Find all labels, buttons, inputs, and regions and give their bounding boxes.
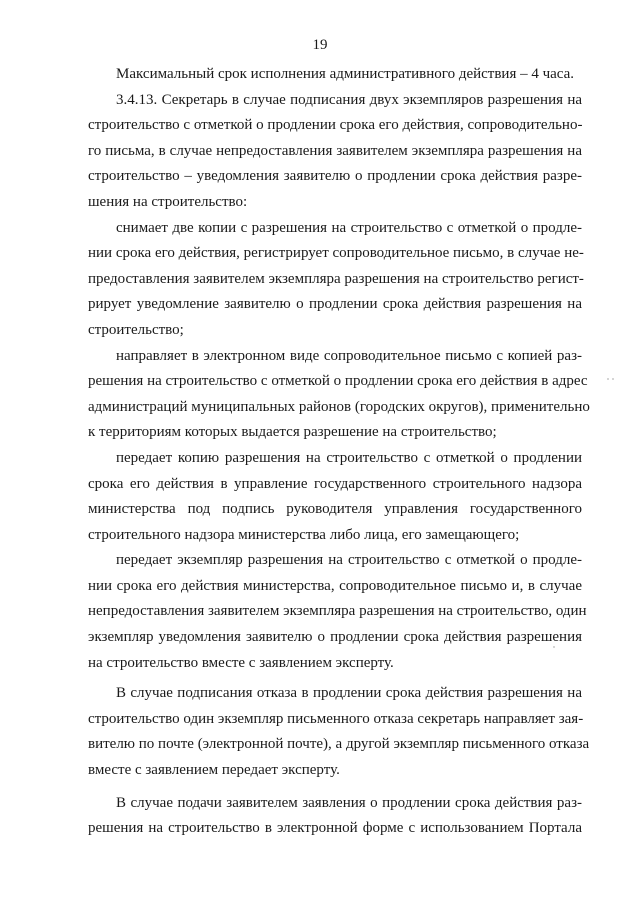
text-line: направляет в электронном виде сопроводительное письмо с копией раз- — [116, 347, 582, 364]
text-line: нии срока его действия министерства, сопроводительное письмо и, в случае — [88, 577, 582, 594]
text-line: предоставления заявителем экземпляра разрешения на строительство регист- — [88, 270, 584, 287]
scan-speck — [612, 378, 614, 380]
text-line: строительного надзора министерства либо лица, его замещающего; — [88, 526, 520, 543]
text-line: В случае подписания отказа в продлении срока действия разрешения на — [116, 685, 582, 702]
text-line: В случае подачи заявителем заявления о продлении срока действия раз- — [116, 794, 582, 811]
text-line: 3.4.13. Секретарь в случае подписания двух экземпляров разрешения на — [116, 91, 582, 108]
text-line: Максимальный срок исполнения административного действия – 4 часа. — [116, 66, 575, 82]
text-line: на строительство вместе с заявлением эксперту. — [88, 654, 394, 671]
text-line: к территориям которых выдается разрешение на строительство; — [88, 424, 497, 441]
text-line: строительство – уведомления заявителю о продлении срока действия разре- — [88, 168, 582, 185]
text-line: министерства под подпись руководителя управления государственного — [88, 501, 582, 518]
text-line: срока его действия в управление государственного строительного надзора — [88, 475, 582, 492]
scan-speck — [553, 646, 555, 648]
text-line: строительство; — [88, 321, 184, 338]
text-line: непредоставления заявителем экземпляра разрешения на строительство, один — [88, 603, 587, 620]
text-line: снимает две копии с разрешения на строительство с отметкой о продле- — [116, 219, 582, 236]
text-line: экземпляр уведомления заявителю о продлении срока действия разрешения — [88, 629, 582, 646]
text-line: го письма, в случае непредоставления заявителем экземпляра разрешения на — [88, 142, 582, 159]
text-line: нии срока его действия, регистрирует сопроводительное письмо, в случае не- — [88, 245, 584, 262]
text-line: рирует уведомление заявителю о продлении срока действия разрешения на — [88, 296, 582, 313]
text-line: передает экземпляр разрешения на строительство с отметкой о продле- — [116, 552, 582, 569]
text-line: решения на строительство в электронной форме с использованием Портала — [88, 820, 582, 837]
text-line: шения на строительство: — [88, 193, 248, 210]
scan-speck — [607, 378, 609, 380]
text-line: вместе с заявлением передает эксперту. — [88, 762, 340, 779]
document-body — [88, 62, 590, 842]
text-line: решения на строительство с отметкой о продлении срока его действия в адрес — [88, 373, 588, 390]
text-line: администраций муниципальных районов (городских округов), применительно — [88, 398, 590, 415]
text-line: передает копию разрешения на строительство с отметкой о продлении — [116, 449, 582, 466]
text-line: строительство один экземпляр письменного отказа секретарь направляет зая- — [88, 710, 584, 727]
text-line: вителю по почте (электронной почте), а другой экземпляр письменного отказа — [88, 736, 590, 753]
text-line: строительство с отметкой о продлении срока его действия, сопроводительно- — [88, 117, 583, 134]
page-number: 19 — [312, 37, 328, 53]
